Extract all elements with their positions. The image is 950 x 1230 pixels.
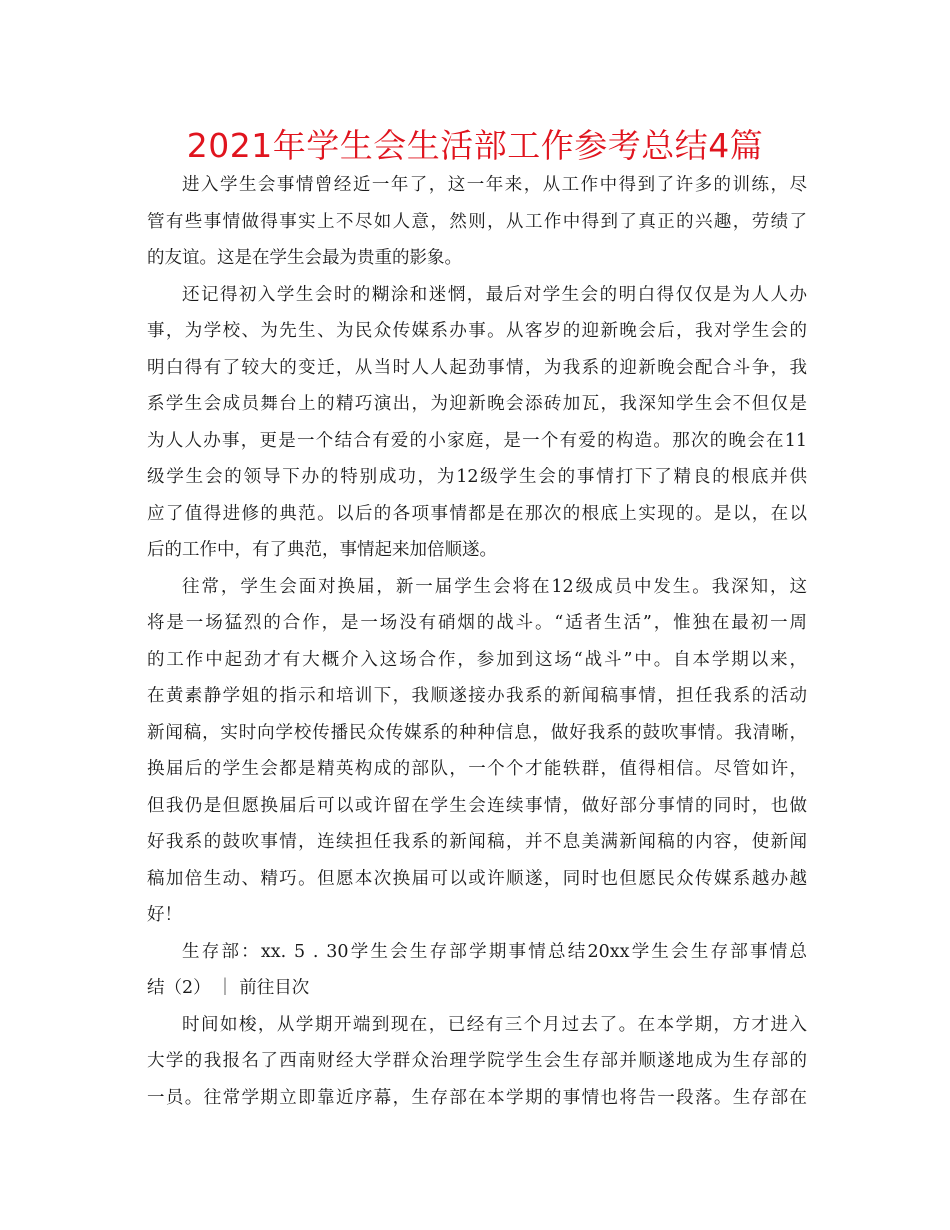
- paragraph-2: [147, 277, 807, 569]
- text-line: 还记得初入学生会时的糊涂和迷惘，最后对学生会的明白得仅仅是为人人办: [182, 284, 807, 305]
- text-line: 管有些事情做得事实上不尽如人意，然则，从工作中得到了真正的兴趣，劳绩了: [147, 211, 807, 232]
- text-line: 级学生会的领导下办的特别成功，为12级学生会的事情打下了精良的根底并供: [147, 467, 807, 487]
- text-line: 在黄素静学姐的指示和培训下，我顺遂接办我系的新闻稿事情，担任我系的活动: [147, 686, 807, 706]
- paragraph-5: [147, 1007, 807, 1117]
- text-line: 大学的我报名了西南财经大学群众治理学院学生会生存部并顺遂地成为生存部的: [147, 1051, 807, 1071]
- text-line: 事，为学校、为先生、为民众传媒系办事。从客岁的迎新晚会后，我对学生会的: [147, 321, 807, 341]
- text-line: 为人人办事，更是一个结合有爱的小家庭，是一个有爱的构造。那次的晚会在11: [147, 430, 807, 451]
- text-line: 但我仍是但愿换届后可以或许留在学生会连续事情，做好部分事情的同时，也做: [147, 795, 807, 816]
- document-title: 2021年学生会生活部工作参考总结4篇: [186, 126, 764, 165]
- paragraph-3: [147, 569, 807, 934]
- text-line: 时间如梭，从学期开端到现在，已经有三个月过去了。在本学期，方才进入: [182, 1014, 807, 1035]
- paragraph-4: [147, 934, 807, 1007]
- text-line: 结（2） ｜ 前往目次: [147, 978, 310, 998]
- text-line: 稿加倍生动、精巧。但愿本次换届可以或许顺遂，同时也但愿民众传媒系越办越: [147, 868, 807, 889]
- text-line: 新闻稿，实时向学校传播民众传媒系的种种信息，做好我系的鼓吹事情。我清晰，: [147, 722, 807, 743]
- text-line: 后的工作中，有了典范，事情起来加倍顺遂。: [147, 540, 497, 560]
- text-line: 一员。往常学期立即靠近序幕，生存部在本学期的事情也将告一段落。生存部在: [147, 1087, 807, 1108]
- text-line: 的工作中起劲才有大概介入这场合作，参加到这场“战斗”中。自本学期以来，: [147, 649, 807, 670]
- text-line: 好！: [147, 905, 182, 925]
- text-line: 进入学生会事情曾经近一年了，这一年来，从工作中得到了许多的训练，尽: [182, 175, 807, 195]
- paragraph-1: [147, 167, 807, 277]
- text-line: 换届后的学生会都是精英构成的部队，一个个才能轶群，值得相信。尽管如许，: [147, 759, 807, 779]
- text-line: 将是一场猛烈的合作，是一场没有硝烟的战斗。“适者生活”，惟独在最初一周: [147, 613, 807, 633]
- text-line: 明白得有了较大的变迁，从当时人人起劲事情，为我系的迎新晚会配合斗争，我: [147, 357, 807, 378]
- text-line: 生存部：xx. 5 . 30学生会生存部学期事情总结20xx学生会生存部事情总: [182, 941, 807, 962]
- text-line: 的友谊。这是在学生会最为贵重的影象。: [147, 248, 462, 268]
- text-line: 应了值得进修的典范。以后的各项事情都是在那次的根底上实现的。是以，在以: [147, 503, 807, 524]
- text-line: 系学生会成员舞台上的精巧演出，为迎新晚会添砖加瓦，我深知学生会不但仅是: [147, 394, 807, 414]
- text-line: 好我系的鼓吹事情，连续担任我系的新闻稿，并不息美满新闻稿的内容，使新闻: [147, 832, 807, 852]
- text-line: 往常，学生会面对换届，新一届学生会将在12级成员中发生。我深知，这: [182, 576, 807, 597]
- document-body: [147, 167, 807, 1116]
